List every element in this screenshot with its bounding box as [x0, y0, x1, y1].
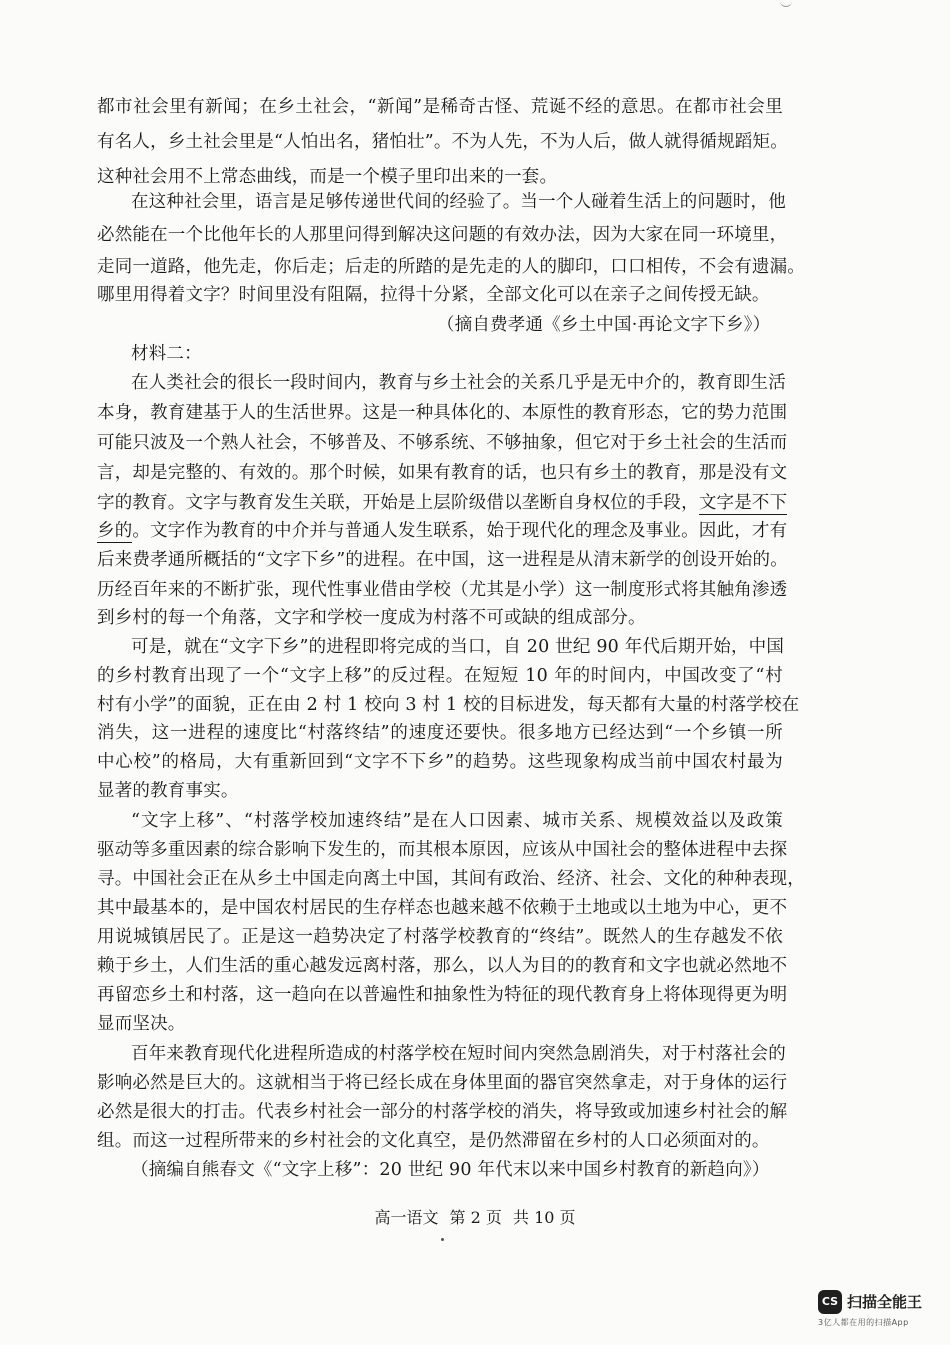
footer-page-total: 共 10 页	[513, 1208, 576, 1227]
text-line: 影响必然是巨大的。这就相当于将已经长成在身体里面的器官突然拿走，对于身体的运行	[97, 1073, 788, 1093]
text-line: 百年来教育现代化进程所造成的村落学校在短时间内突然急剧消失，对于村落社会的	[131, 1044, 786, 1064]
scan-speck	[441, 1238, 444, 1241]
section-heading: 材料二：	[131, 344, 202, 364]
text-line: 可是，就在“文字下乡”的进程即将完成的当口，自 20 世纪 90 年代后期开始，中国	[131, 637, 785, 657]
text-line: “文字上移”、“村落学校加速终结”是在人口因素、城市关系、规模效益以及政策	[131, 811, 783, 831]
text-line: 组。而这一过程所带来的乡村社会的文化真空，是仍然滞留在乡村的人口必须面对的。	[97, 1131, 770, 1151]
text-line: 有名人，乡土社会里是“人怕出名，猪怕壮”。不为人先，不为人后，做人就得循规蹈矩。	[97, 132, 788, 152]
text-line: 走同一道路，他先走，你后走；后走的所踏的是先走的人的脚印，口口相传，不会有遗漏。	[97, 257, 805, 277]
source-citation: （摘编自熊春文《“文字上移”：20 世纪 90 年代末以来中国乡村教育的新趋向》）	[131, 1160, 770, 1180]
text-line: 在人类社会的很长一段时间内，教育与乡土社会的关系几乎是无中介的，教育即生活	[131, 373, 786, 393]
source-citation: （摘自费孝通《乡土中国·再论文字下乡》）	[437, 315, 771, 335]
watermark-brand: 扫描全能王	[847, 1293, 923, 1311]
text-line: 的乡村教育出现了一个“文字上移”的反过程。在短短 10 年的时间内，中国改变了“村	[97, 666, 783, 686]
page-footer	[0, 1206, 950, 1230]
text-line: 显而坚决。	[97, 1014, 186, 1034]
text-line: 再留恋乡土和村落，这一趋向在以普遍性和抽象性为特征的现代教育身上将体现得更为明	[97, 985, 788, 1005]
underlined-phrase: 文字是不下	[698, 493, 788, 513]
text-line: 寻。中国社会正在从乡土中国走向离土中国，其间有政治、经济、社会、文化的种种表现，	[97, 869, 805, 889]
text-line: 到乡村的每一个角落，文字和学校一度成为村落不可或缺的组成部分。	[97, 608, 646, 628]
text-segment: 字的教育。文字与教育发生关联，开始是上层阶级借以垄断自身权位的手段，	[97, 493, 699, 513]
text-line: 必然是很大的打击。代表乡村社会一部分的村落学校的消失，将导致或加速乡村社会的解	[97, 1102, 788, 1122]
camscanner-logo-icon: CS	[818, 1290, 842, 1314]
text-line: 可能只波及一个熟人社会，不够普及、不够系统、不够抽象，但它对于乡土社会的生活而	[97, 433, 788, 453]
text-line: 显著的教育事实。	[97, 781, 239, 801]
text-segment: 。文字作为教育的中介并与普通人发生联系，始于现代化的理念及事业。因此，才有	[132, 521, 788, 541]
footer-page-number: 第 2 页	[449, 1208, 502, 1227]
text-line: 这种社会用不上常态曲线，而是一个模子里印出来的一套。	[97, 167, 558, 187]
text-line: 在这种社会里，语言是足够传递世代间的经验了。当一个人碰着生活上的问题时，他	[131, 192, 786, 212]
text-line: 赖于乡土，人们生活的重心越发远离村落，那么，以人为目的的教育和文字也就必然地不	[97, 956, 788, 976]
text-line: 本身，教育建基于人的生活世界。这是一种具体化的、本原性的教育形态，它的势力范围	[97, 403, 788, 423]
text-line: 后来费孝通所概括的“文字下乡”的进程。在中国，这一进程是从清末新学的创设开始的。	[97, 550, 788, 570]
watermark-slogan: 3亿人都在用的扫描App	[818, 1318, 909, 1327]
text-line: 村有小学”的面貌，正在由 2 村 1 校向 3 村 1 校的目标进发，每天都有大量的村落学校在	[97, 695, 800, 715]
text-line: 必然能在一个比他年长的人那里问得到解决这问题的有效办法，因为大家在同一环境里，	[97, 225, 788, 245]
scanner-watermark	[818, 1290, 938, 1334]
footer-subject: 高一语文	[374, 1208, 439, 1227]
text-line: 消失，这一进程的速度比“村落终结”的速度还要快。很多地方已经达到“一个乡镇一所	[97, 723, 783, 743]
text-line: 历经百年来的不断扩张，现代性事业借由学校（尤其是小学）这一制度形式将其触角渗透	[97, 580, 788, 600]
underlined-phrase: 乡的	[97, 521, 133, 541]
text-line: 用说城镇居民了。正是这一趋势决定了村落学校教育的“终结”。既然人的生存越发不依	[97, 927, 783, 947]
text-line: 驱动等多重因素的综合影响下发生的，而其根本原因，应该从中国社会的整体进程中去探	[97, 840, 788, 860]
text-line: 其中最基本的，是中国农村居民的生存样态也越来越不依赖于土地或以土地为中心，更不	[97, 898, 788, 918]
text-line: 哪里用得着文字？时间里没有阻隔，拉得十分紧，全部文化可以在亲子之间传授无缺。	[97, 285, 770, 305]
scan-corner-mark	[780, 0, 792, 7]
text-line: 中心校”的格局，大有重新回到“文字不下乡”的趋势。这些现象构成当前中国农村最为	[97, 752, 783, 772]
text-line: 都市社会里有新闻；在乡土社会，“新闻”是稀奇古怪、荒诞不经的意思。在都市社会里	[97, 97, 783, 117]
text-line: 言，却是完整的、有效的。那个时候，如果有教育的话，也只有乡土的教育，那是没有文	[97, 463, 788, 483]
